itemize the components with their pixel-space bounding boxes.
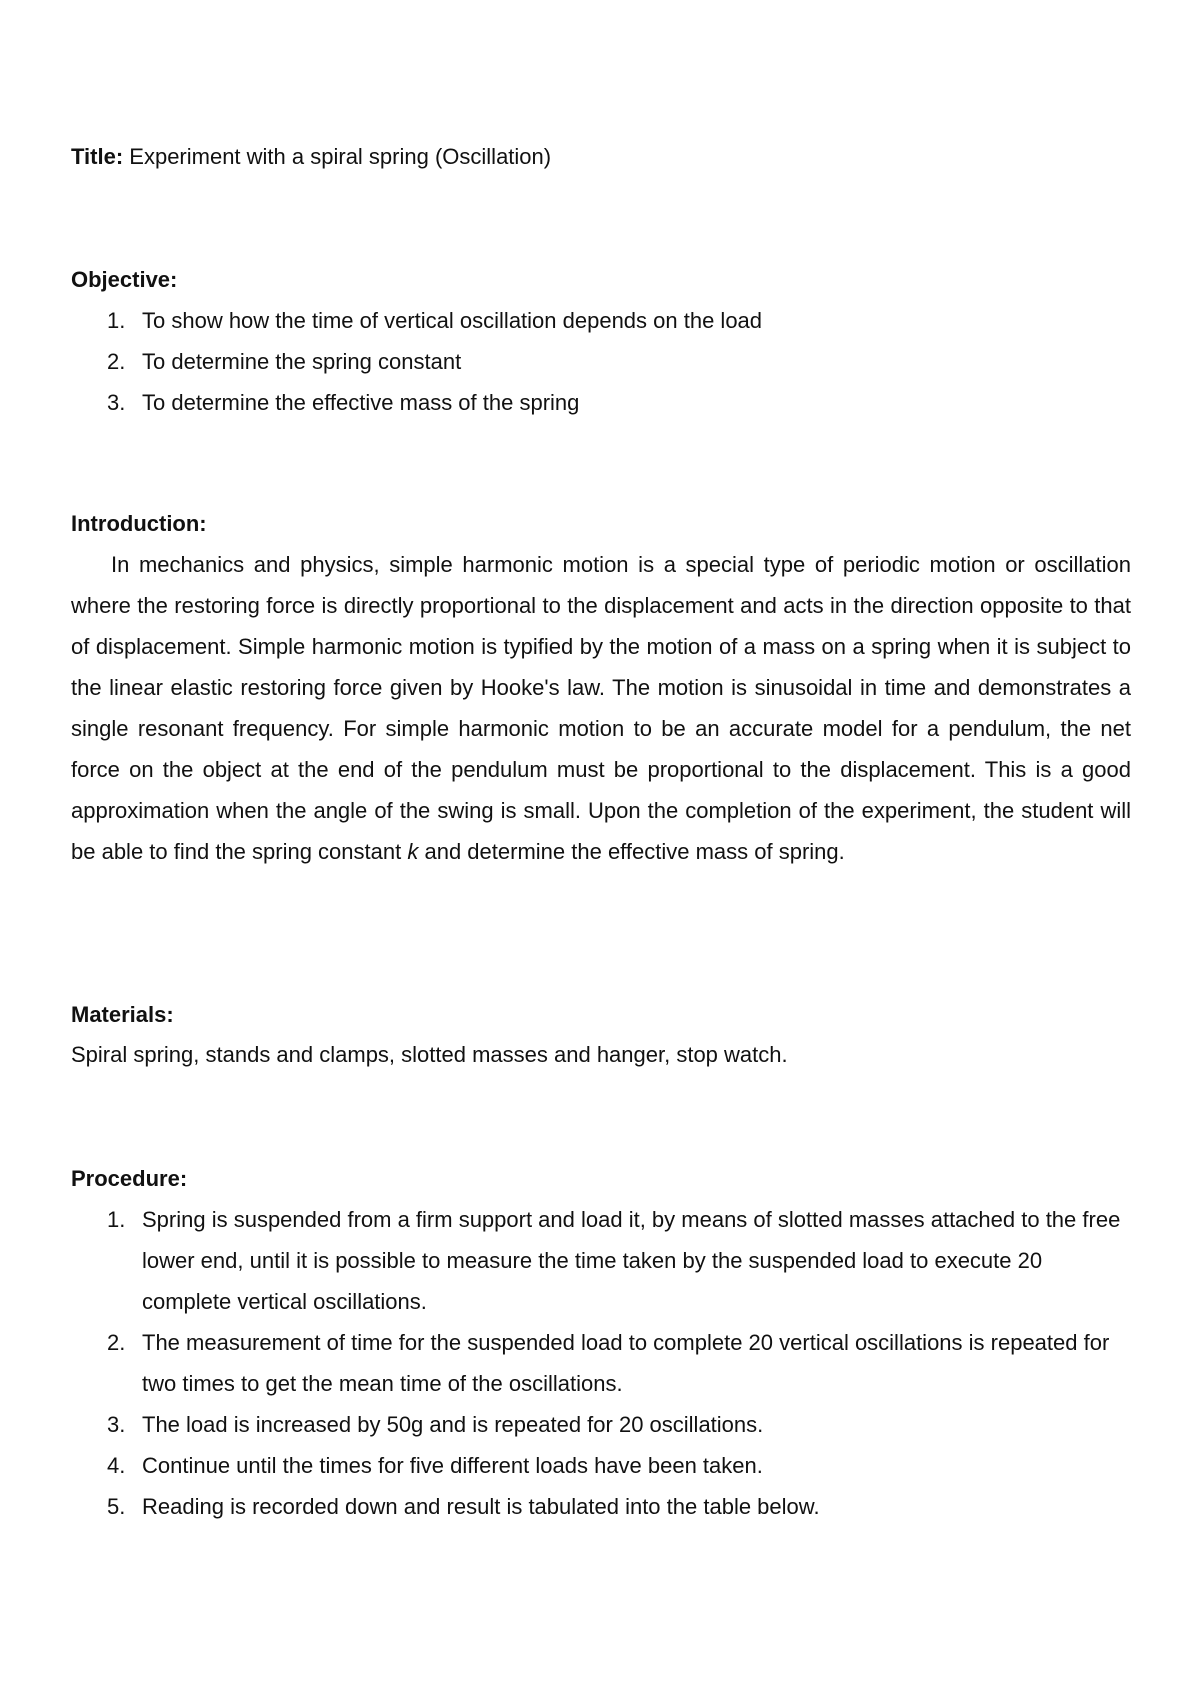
list-item-number: 4.	[107, 1453, 126, 1478]
list-item-text: The measurement of time for the suspended load to complete 20 vertical oscillations is repeated for two times to get the mean time of the oscillations.	[142, 1330, 1110, 1396]
procedure-heading: Procedure:	[71, 1166, 188, 1191]
introduction-text-part-2: and determine the effective mass of spring.	[424, 839, 845, 864]
materials-section	[71, 995, 1131, 1075]
list-item-number: 2.	[107, 1330, 126, 1355]
title-section	[71, 137, 1131, 177]
materials-heading: Materials:	[71, 1002, 174, 1027]
introduction-text-part-1: In mechanics and physics, simple harmonic motion is a special type of periodic motion or oscillation where the restoring force is directly proportional to the displacement and acts in the direction opposite to that of displacement. Simple harmonic motion is typified by the motion of a mass on a spring when it is subject to the linear elastic restoring force given by Hooke's law. The motion is sinusoidal in time and demonstrates a single resonant frequency. For simple harmonic motion to be an accurate model for a pendulum, the net force on the object at the end of the pendulum must be proportional to the displacement. This is a good approximation when the angle of the swing is small. Upon the completion of the experiment, the student will be able to find the spring constant	[71, 552, 1131, 864]
list-item	[71, 1404, 1131, 1445]
introduction-paragraph	[71, 544, 1131, 872]
list-item-number: 5.	[107, 1494, 126, 1519]
spring-constant-symbol: k	[407, 839, 419, 864]
list-item-number: 1.	[107, 308, 126, 333]
title-label: Title:	[71, 144, 124, 169]
list-item-text: To determine the effective mass of the spring	[142, 390, 580, 415]
list-item-text: Spring is suspended from a firm support and load it, by means of slotted masses attached to the free lower end, until it is possible to measure the time taken by the suspended load to execute 20 complete vertical oscillations.	[142, 1207, 1121, 1314]
objective-section	[71, 260, 1131, 423]
list-item	[71, 1445, 1131, 1486]
list-item-number: 1.	[107, 1207, 126, 1232]
list-item	[71, 341, 1131, 382]
list-item-text: The load is increased by 50g and is repeated for 20 oscillations.	[142, 1412, 764, 1437]
materials-text: Spiral spring, stands and clamps, slotted masses and hanger, stop watch.	[71, 1042, 788, 1067]
introduction-heading: Introduction:	[71, 511, 207, 536]
objective-heading: Objective:	[71, 267, 178, 292]
list-item	[71, 1322, 1131, 1404]
list-item-text: To show how the time of vertical oscillation depends on the load	[142, 308, 763, 333]
list-item	[71, 1486, 1131, 1527]
list-item-number: 3.	[107, 1412, 126, 1437]
list-item	[71, 382, 1131, 423]
objective-list	[71, 300, 1131, 423]
list-item-text: Reading is recorded down and result is tabulated into the table below.	[142, 1494, 820, 1519]
list-item	[71, 1199, 1131, 1322]
list-item-number: 2.	[107, 349, 126, 374]
list-item-number: 3.	[107, 390, 126, 415]
list-item-text: Continue until the times for five different loads have been taken.	[142, 1453, 763, 1478]
procedure-section	[71, 1159, 1131, 1527]
list-item-text: To determine the spring constant	[142, 349, 462, 374]
procedure-list	[71, 1199, 1131, 1527]
list-item	[71, 300, 1131, 341]
title-text: Experiment with a spiral spring (Oscillation)	[129, 144, 552, 169]
introduction-section	[71, 504, 1131, 872]
document-title	[71, 137, 1131, 177]
